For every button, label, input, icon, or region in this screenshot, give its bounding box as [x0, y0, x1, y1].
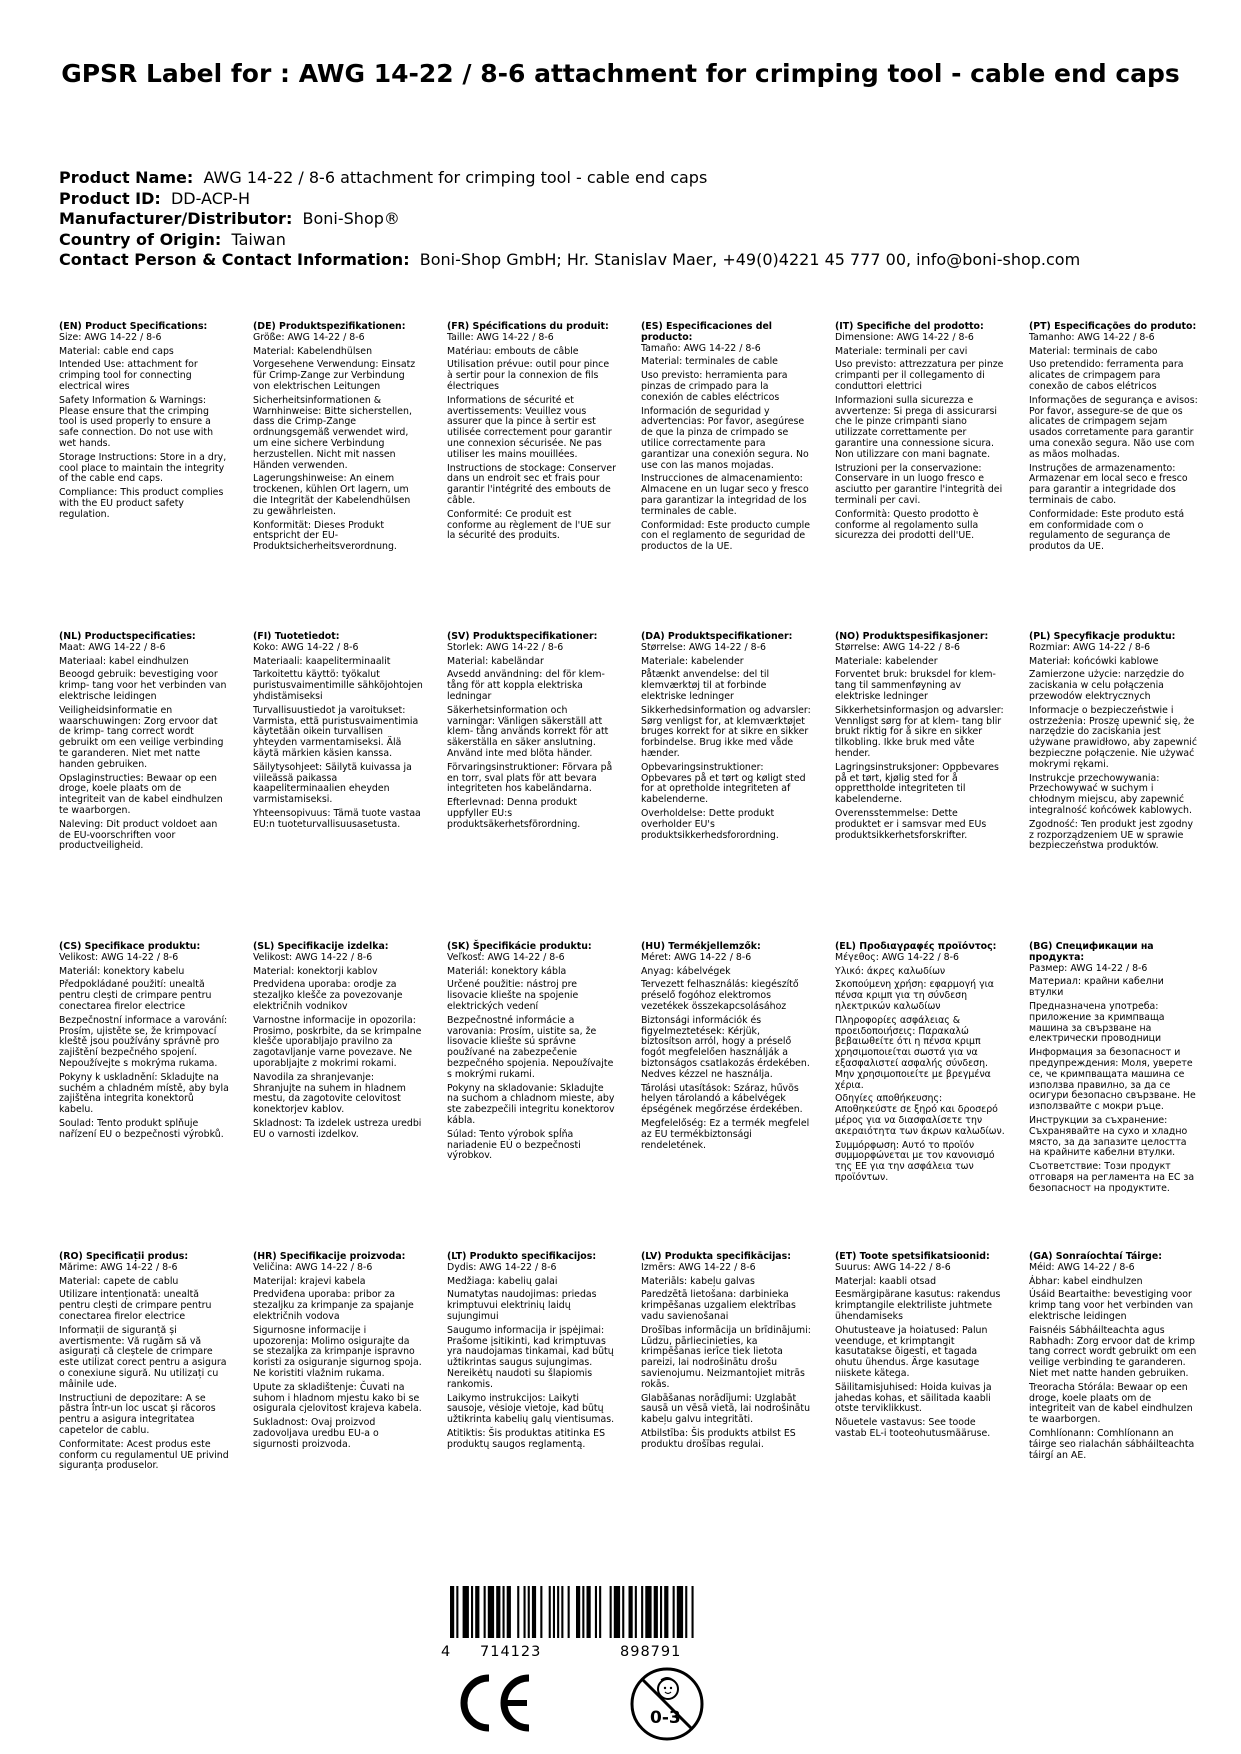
- barcode-bars: [450, 1586, 694, 1638]
- section-heading: (HU) Termékjellemzők:: [641, 941, 761, 952]
- barcode-bar: [532, 1586, 536, 1638]
- section-line: Informații de siguranță și avertismente: Vă rugăm să vă asigurați că cleștele de crimpare este utilizat corect pentru a asigura o conexiune sigură. Nu utilizați cu mâinile ude.: [59, 1324, 227, 1390]
- section-line: Comhlíonann: Comhlíonann an táirge seo rialachán sábháilteachta táirgí an AE.: [1029, 1427, 1195, 1461]
- section-line: Materiale: kabelender: [835, 655, 938, 667]
- barcode-bar: [528, 1586, 530, 1638]
- section-line: Rozmiar: AWG 14-22 / 8-6: [1029, 641, 1151, 653]
- section-line: Atitiktis: Šis produktas atitinka ES produktų saugos reglamentą.: [447, 1427, 606, 1450]
- section-line: Vorgesehene Verwendung: Einsatz für Crimp-Zange zur Verbindung von elektrischen Leitungen: [253, 359, 416, 392]
- section-line: Οδηγίες αποθήκευσης: Αποθηκεύστε σε ξηρό και δροσερό μέρος για να διασφαλίσετε την ακεραιότητα των άκρων καλωδίων.: [835, 1093, 1005, 1137]
- section-line: Maat: AWG 14-22 / 8-6: [59, 641, 166, 653]
- section-line: Zgodność: Ten produkt jest zgodny z rozporządzeniem UE w sprawie bezpieczeństwa produktów.: [1029, 818, 1194, 852]
- info-manufacturer: [59, 209, 1080, 230]
- barcode-bar: [576, 1586, 580, 1638]
- section-line: Soulad: Tento produkt splňuje nařízení EU o bezpečnosti výrobků.: [59, 1117, 224, 1140]
- section-line: Utilisation prévue: outil pour pince à sertir pour la connexion de fils électriques: [447, 359, 610, 392]
- ce-mark-icon: [455, 1672, 535, 1734]
- section-line: Предназначена употреба: приложение за кримпваща машина за свързване на електрически проводници: [1029, 1000, 1165, 1045]
- section-line: Σκοπούμενη χρήση: εφαρμογή για πένσα κριμπ για τη σύνδεση ηλεκτρικών καλωδίων: [835, 979, 994, 1012]
- language-section: [447, 632, 617, 834]
- section-line: Overensstemmelse: Dette produktet er i samsvar med EUs produktsikkerhetsforskrifter.: [835, 807, 987, 841]
- section-line: Izmērs: AWG 14-22 / 8-6: [641, 1261, 756, 1273]
- section-line: Materiaali: kaapeliterminaalit: [253, 655, 391, 667]
- section-line: Určené použitie: nástroj pre lisovacie kliešte na spojenie elektrických vedení: [447, 979, 579, 1012]
- barcode-digits-left: 714123: [480, 1644, 542, 1660]
- barcode-bar: [635, 1586, 637, 1638]
- barcode-bar: [660, 1586, 662, 1638]
- section-line: Storlek: AWG 14-22 / 8-6: [447, 641, 564, 653]
- info-label: Manufacturer/Distributor:: [59, 209, 293, 228]
- section-line: Sukladnost: Ovaj proizvod zadovoljava uredbu EU-a o sigurnosti proizvoda.: [253, 1417, 379, 1450]
- language-section: [253, 942, 423, 1144]
- section-line: Sicherheitsinformationen & Warnhinweise: Bitte sicherstellen, dass die Crimp-Zange ordnungsgemäß verwendet wird, um eine sichere Verbindung herzustellen. Nicht mit nassen Händen verwenden.: [253, 394, 412, 471]
- section-line: Ohutusteave ja hoiatused: Palun veenduge, et krimptangit kasutatakse õigesti, et tagada ohutu ühendus. Ärge kasutage niiskete kätega.: [835, 1324, 988, 1379]
- section-heading: (LT) Produkto specifikacijos:: [447, 1251, 597, 1262]
- section-line: Méret: AWG 14-22 / 8-6: [641, 951, 752, 963]
- section-line: Größe: AWG 14-22 / 8-6: [253, 331, 365, 343]
- section-line: Material: Kabelendhülsen: [253, 345, 373, 357]
- section-line: Safety Information & Warnings: Please ensure that the crimping tool is used properly to ensure a safe connection. Do not use with wet hands.: [59, 394, 214, 449]
- barcode-bar: [488, 1586, 494, 1638]
- barcode-bar: [654, 1586, 658, 1638]
- section-line: Bezpečnostné informácie a varovania: Prosím, uistite sa, že lisovacie kliešte sú správne používané na zabezpečenie bezpečného spojenia. Nepoužívajte s mokrými rukami.: [447, 1014, 614, 1080]
- barcode-bar: [553, 1586, 555, 1638]
- info-value: Taiwan: [231, 229, 286, 249]
- section-line: Instrucțiuni de depozitare: A se păstra într-un loc uscat și răcoros pentru a asigura integritatea capetelor de cablu.: [59, 1392, 216, 1436]
- section-line: Material: terminales de cable: [641, 356, 778, 368]
- section-line: Conformité: Ce produit est conforme au règlement de l'UE sur la sécurité des produits.: [447, 508, 611, 542]
- language-section: [447, 1252, 617, 1454]
- language-section: [1029, 1252, 1199, 1464]
- language-section: [641, 942, 811, 1154]
- section-line: Dydis: AWG 14-22 / 8-6: [447, 1261, 557, 1273]
- info-value: Boni-Shop®: [302, 209, 400, 228]
- info-product-name: [59, 168, 1080, 189]
- section-line: Veiligheidsinformatie en waarschuwingen: Zorg ervoor dat de krimp- tang correct wordt gebruikt om een veilige verbinding te garanderen. Niet met natte handen gebruiken.: [59, 704, 224, 770]
- section-line: Saugumo informacija ir įspėjimai: Prašome įsitikinti, kad krimptuvas yra naudojamas tinkamai, kad būtų užtikrintas saugus sujungimas. Nereikėtų naudoti su šlapiomis rankomis.: [447, 1324, 614, 1390]
- section-line: Uso pretendido: ferramenta para alicates de crimpagem para conexão de cabos elétricos: [1029, 359, 1184, 392]
- section-line: Informations de sécurité et avertissements: Veuillez vous assurer que la pince à sertir est utilisée correctement pour garantir une connexion sécurisée. Ne pas utiliser les mains mouillées.: [447, 394, 612, 460]
- barcode-bar: [685, 1586, 687, 1638]
- language-section: [835, 632, 1005, 844]
- barcode-bar: [484, 1586, 486, 1638]
- barcode-bar: [641, 1586, 643, 1638]
- section-line: Lagerungshinweise: An einem trockenen, kühlen Ort lagern, um die Integrität der Kabelendhülsen zu gewährleisten.: [253, 473, 411, 517]
- barcode-digit-first: 4: [441, 1644, 451, 1660]
- language-section: [59, 632, 229, 855]
- section-line: Opbevaringsinstruktioner: Opbevares på et tørt og køligt sted for at opretholde integriteten af kabelenderne.: [641, 761, 806, 806]
- section-line: Sigurnosne informacije i upozorenja: Molimo osigurajte da se stezaljka za krimpanje ispravno koristi za osiguranje sigurnog spoja. Ne koristiti vlažnim rukama.: [253, 1324, 422, 1379]
- section-line: Suurus: AWG 14-22 / 8-6: [835, 1261, 951, 1273]
- language-section: [835, 1252, 1005, 1443]
- section-line: Información de seguridad y advertencias: Por favor, asegúrese de que la pinza de crimpado se utilice correctamente para garantizar una conexión segura. No use con las manos mojadas.: [641, 405, 809, 471]
- section-line: Yhteensopivuus: Tämä tuote vastaa EU:n tuoteturvallisuusasetusta.: [253, 807, 421, 830]
- section-line: Varnostne informacije in opozorila: Prosimo, poskrbite, da se krimpalne klešče uporabljajo pravilno za zagotavljanje varne povezave. Ne uporabljajte z mokrimi rokami.: [253, 1014, 422, 1069]
- section-line: Tamanho: AWG 14-22 / 8-6: [1029, 331, 1155, 343]
- svg-text:0-3: 0-3: [650, 1708, 681, 1728]
- section-line: Tervezett felhasználás: kiegészítő préselő fogóhoz elektromos vezetékek összekapcsolásához: [641, 979, 799, 1012]
- barcode-bar: [599, 1586, 601, 1638]
- barcode-bar: [664, 1586, 668, 1638]
- section-heading: (FR) Spécifications du produit:: [447, 321, 609, 332]
- barcode-digits-right: 898791: [620, 1644, 682, 1660]
- section-line: Velikost: AWG 14-22 / 8-6: [253, 951, 373, 963]
- section-line: Compliance: This product complies with the EU product safety regulation.: [59, 487, 224, 520]
- section-line: Informações de segurança e avisos: Por favor, assegure-se de que os alicates de crimpagem sejam usados corretamente para garantir uma conexão segura. Não use com as mãos molhadas.: [1029, 394, 1198, 460]
- language-section: [641, 322, 811, 556]
- section-line: Bezpečnostní informace a varování: Prosím, ujistěte se, že krimpovací kleště jsou používány správně pro zajištění bezpečného spojení. Nepoužívejte s mokrýma rukama.: [59, 1014, 228, 1069]
- barcode-bar: [463, 1586, 469, 1638]
- section-line: Tamaño: AWG 14-22 / 8-6: [641, 342, 761, 354]
- section-line: Πληροφορίες ασφάλειας & προειδοποιήσεις: Παρακαλώ βεβαιωθείτε ότι η πένσα κριμπ χρησιμοποιείται σωστά για να εξασφαλιστεί ασφαλής σύνδεση. Μην χρησιμοποιείτε με βρεγμένα χέρια.: [835, 1014, 991, 1091]
- section-heading: (NL) Productspecificaties:: [59, 631, 196, 642]
- barcode-bar: [692, 1586, 694, 1638]
- section-heading: (HR) Specifikacije proizvoda:: [253, 1251, 406, 1262]
- barcode-bar: [645, 1586, 651, 1638]
- section-line: Glabāšanas norādījumi: Uzglabāt sausā un vēsā vietā, lai nodrošinātu kabeļu galvu integritāti.: [641, 1392, 811, 1426]
- language-section: [253, 1252, 423, 1454]
- language-section: [835, 322, 1005, 545]
- language-section: [447, 942, 617, 1165]
- info-label: Product Name:: [59, 168, 194, 187]
- section-line: Veličina: AWG 14-22 / 8-6: [253, 1261, 373, 1273]
- info-value: DD-ACP-H: [170, 188, 250, 208]
- section-line: Instrukcje przechowywania: Przechowywać w suchym i chłodnym miejscu, aby zapewnić integralność końcówek kablowych.: [1029, 772, 1192, 816]
- not-for-children-0-3-icon: [628, 1665, 706, 1743]
- info-product-id: [59, 189, 1080, 210]
- section-line: Instrucciones de almacenamiento: Almacene en un lugar seco y fresco para garantizar la integridad de los terminales de cable.: [641, 473, 809, 517]
- section-line: Materijal: krajevi kabela: [253, 1275, 366, 1287]
- section-line: Biztonsági információk és figyelmeztetések: Kérjük, biztosítson arról, hogy a préselő fogót megfelelően használják a biztonságos csatlakozás érdekében. Nedves kézzel ne használja.: [641, 1014, 810, 1080]
- section-line: Taille: AWG 14-22 / 8-6: [447, 331, 554, 343]
- barcode-bar: [568, 1586, 570, 1638]
- section-line: Naleving: Dit product voldoet aan de EU-voorschriften voor productveiligheid.: [59, 818, 218, 852]
- section-heading: (BG) Спецификации на продукта:: [1029, 941, 1154, 963]
- section-line: Размер: AWG 14-22 / 8-6: [1029, 962, 1148, 974]
- section-line: Informazioni sulla sicurezza e avvertenze: Si prega di assicurarsi che le pinze crimpanti siano utilizzate correttamente per garantire una connessione sicura. Non utilizzare con mani bagnate.: [835, 394, 997, 460]
- section-line: Material: terminais de cabo: [1029, 345, 1158, 357]
- info-contact: [59, 250, 1080, 271]
- section-line: Velikost: AWG 14-22 / 8-6: [59, 951, 179, 963]
- section-heading: (ET) Toote spetsifikatsioonid:: [835, 1251, 990, 1262]
- section-line: Υλικό: άκρες καλωδίων: [835, 965, 946, 977]
- section-line: Efterlevnad: Denna produkt uppfyller EU:s produktsäkerhetsförordning.: [447, 797, 581, 830]
- language-section: [641, 632, 811, 844]
- section-line: Instruções de armazenamento: Armazenar em local seco e fresco para garantir a integridade dos terminais de cabo.: [1029, 462, 1188, 506]
- barcode-bar: [524, 1586, 526, 1638]
- section-line: Material: capete de cablu: [59, 1275, 179, 1287]
- section-line: Upute za skladištenje: Čuvati na suhom i hladnom mjestu kako bi se osigurala cjelovitost krajeva kabela.: [253, 1381, 422, 1415]
- section-line: Anyag: kábelvégek: [641, 965, 731, 977]
- section-line: Tárolási utasítások: Száraz, hűvös helyen tárolandó a kábelvégek épségének megőrzése érdekében.: [641, 1082, 803, 1116]
- section-line: Conformidad: Este producto cumple con el reglamento de seguridad de productos de la UE.: [641, 519, 811, 553]
- section-line: Materiaal: kabel eindhulzen: [59, 655, 189, 667]
- section-line: Súlad: Tento výrobok spĺňa nariadenie EÚ o bezpečnosti výrobkov.: [447, 1128, 581, 1162]
- section-line: Συμμόρφωση: Αυτό το προϊόν συμμορφώνεται με τον κανονισμό της ΕΕ για την ασφάλεια των προϊόντων.: [835, 1139, 995, 1183]
- section-line: Predviđena uporaba: pribor za stezaljku za krimpanje za spajanje električnih vodova: [253, 1289, 414, 1322]
- section-line: Lagringsinstruksjoner: Oppbevares på et tørt, kjølig sted for å opprettholde integriteten til kabelenderne.: [835, 761, 999, 806]
- section-line: Uso previsto: herramienta para pinzas de crimpado para la conexión de cables eléctricos: [641, 370, 788, 403]
- section-line: Säilitamisjuhised: Hoida kuivas ja jahedas kohas, et säilitada kaabli otste terviklikkust.: [835, 1381, 992, 1415]
- section-line: Intended Use: attachment for crimping tool for connecting electrical wires: [59, 359, 198, 392]
- section-line: Instructions de stockage: Conserver dans un endroit sec et frais pour garantir l'intégrité des embouts de câble.: [447, 462, 616, 506]
- barcode-bar: [587, 1586, 591, 1638]
- barcode-bar: [549, 1586, 551, 1638]
- section-line: Atbilstība: Šis produkts atbilst ES produktu drošības regulai.: [641, 1427, 796, 1450]
- page-title: GPSR Label for : AWG 14-22 / 8-6 attachment for crimping tool - cable end caps: [61, 59, 1180, 88]
- section-line: Matériau: embouts de câble: [447, 345, 579, 357]
- barcode-bar: [557, 1586, 559, 1638]
- section-line: Úsáid Beartaithe: bevestiging voor krimp tang voor het verbinden van elektrische leidingen: [1029, 1289, 1194, 1322]
- language-section: [1029, 632, 1199, 855]
- section-line: Nõuetele vastavus: See toode vastab EL-i tooteohutusmääruse.: [835, 1417, 991, 1439]
- section-line: Predvidena uporaba: orodje za stezaljko klešče za povezovanje električnih vodnikov: [253, 979, 403, 1012]
- section-line: Avsedd användning: del för klem- tång för att koppla elektriska ledningar: [447, 669, 605, 702]
- section-line: Materiāls: kabeļu galvas: [641, 1275, 755, 1287]
- section-line: Faisnéis Sábháilteachta agus Rabhadh: Zorg ervoor dat de krimp tang correct wordt gebruikt om een veilige verbinding te garanderen. Niet met natte handen gebruiken.: [1029, 1324, 1197, 1379]
- section-line: Информация за безопасност и предупреждения: Моля, уверете се, че кримпващата машина се използва правилно, за да се осигури безопасно свързване. Не използвайте с мокри ръце.: [1029, 1047, 1196, 1113]
- section-line: Materjal: kaabli otsad: [835, 1275, 937, 1287]
- section-line: Dimensione: AWG 14-22 / 8-6: [835, 331, 974, 343]
- section-line: Säkerhetsinformation och varningar: Vänligen säkerställ att klem- tång används korrekt för att säkerställa en säker anslutning. Använd inte med blöta händer.: [447, 704, 609, 759]
- section-heading: (DA) Produktspecifikationer:: [641, 631, 793, 642]
- language-section: [1029, 322, 1199, 556]
- section-line: Materiał: końcówki kablowe: [1029, 655, 1159, 667]
- section-heading: (IT) Specifiche del prodotto:: [835, 321, 984, 332]
- barcode-bar: [614, 1586, 620, 1638]
- barcode: [440, 1586, 720, 1638]
- barcode-bar: [475, 1586, 479, 1638]
- barcode-bar: [610, 1586, 612, 1638]
- section-line: Konformität: Dieses Produkt entspricht der EU-Produktsicherheitsverordnung.: [253, 519, 397, 553]
- barcode-bar: [496, 1586, 500, 1638]
- section-line: Zamierzone użycie: narzędzie do zaciskania w celu połączenia przewodów elektrycznych: [1029, 669, 1185, 702]
- language-section: [447, 322, 617, 545]
- section-line: Material: kabeländar: [447, 655, 544, 667]
- section-line: Съответствие: Този продукт отговаря на регламента на ЕС за безопасност на продуктите.: [1029, 1161, 1195, 1194]
- section-heading: (EN) Product Specifications:: [59, 321, 208, 332]
- section-line: Veľkosť: AWG 14-22 / 8-6: [447, 951, 565, 963]
- language-section: [59, 1252, 229, 1475]
- barcode-bar: [622, 1586, 624, 1638]
- section-line: Méid: AWG 14-22 / 8-6: [1029, 1261, 1135, 1273]
- barcode-bar: [561, 1586, 563, 1638]
- barcode-bar: [456, 1586, 458, 1638]
- barcode-bar: [582, 1586, 584, 1638]
- section-line: Uso previsto: attrezzatura per pinze crimpanti per il collegamento di conduttori elettrici: [835, 359, 1004, 392]
- section-line: Megfelelőség: Ez a termék megfelel az EU termékbiztonsági rendeletének.: [641, 1117, 810, 1151]
- section-line: Tarkoitettu käyttö: työkalut puristusvaimentimille sähköjohtojen yhdistämiseksi: [253, 669, 423, 702]
- section-heading: (NO) Produktspesifikasjoner:: [835, 631, 989, 642]
- section-line: Материал: крайни кабелни втулки: [1029, 976, 1164, 999]
- section-line: Overholdelse: Dette produkt overholder EU's produktsikkerhedsforordning.: [641, 807, 779, 841]
- section-heading: (LV) Produkta specifikācijas:: [641, 1251, 791, 1262]
- section-line: Mărime: AWG 14-22 / 8-6: [59, 1261, 178, 1273]
- info-value: Boni-Shop GmbH; Hr. Stanislav Maer, +49(0)4221 45 777 00, info@boni-shop.com: [419, 250, 1081, 269]
- section-line: Conformitate: Acest produs este conform cu regulamentul UE privind siguranța produselor.: [59, 1438, 229, 1472]
- section-line: Size: AWG 14-22 / 8-6: [59, 331, 162, 343]
- section-line: Turvallisuustiedot ja varoitukset: Varmista, että puristusvaimentimia käytetään oikein turvallisen yhteyden varmentamiseksi. Älä käytä märkien käsien kanssa.: [253, 704, 419, 759]
- section-line: Materiál: konektory kabelu: [59, 965, 185, 977]
- section-line: Laikymo instrukcijos: Laikyti sausoje, vėsioje vietoje, kad būtų užtikrinta kabelių galų vientisumas.: [447, 1392, 615, 1426]
- section-line: Navodila za shranjevanje: Shranjujte na suhem in hladnem mestu, da zagotovite celovitost konektorjev kablov.: [253, 1071, 406, 1116]
- language-section: [59, 942, 229, 1144]
- barcode-bar: [517, 1586, 519, 1638]
- section-heading: (SV) Produktspecifikationer:: [447, 631, 598, 642]
- language-section: [59, 322, 229, 524]
- section-line: Materiale: kabelender: [641, 655, 744, 667]
- section-line: Pokyny k uskladnění: Skladujte na suchém a chladném místě, aby byla zajištěna integrita konektorů kabelu.: [59, 1071, 229, 1116]
- section-line: Sikkerhetsinformasjon og advarsler: Vennligst sørg for at klem- tang blir brukt riktig for å sikre en sikker tilkobling. Ikke bruk med våte hender.: [835, 704, 1004, 759]
- section-line: Material: cable end caps: [59, 345, 174, 357]
- language-section: [253, 322, 423, 556]
- section-line: Ábhar: kabel eindhulzen: [1029, 1275, 1143, 1287]
- section-line: Předpokládané použití: unealtă pentru clești de crimpare pentru conectarea firelor electrice: [59, 979, 212, 1012]
- barcode-bar: [595, 1586, 597, 1638]
- info-label: Product ID:: [59, 188, 161, 208]
- section-line: Material: konektorji kablov: [253, 965, 378, 977]
- barcode-bar: [673, 1586, 675, 1638]
- language-section: [835, 942, 1005, 1187]
- section-line: Drošības informācija un brīdinājumi: Lūdzu, pārliecinieties, ka krimpēšanas ierīce tiek lietota pareizi, lai nodrošinātu drošu savienojumu. Neizmantojiet mitrās rokās.: [641, 1324, 811, 1390]
- section-line: Påtænkt anvendelse: del til klemværktøj til at forbinde elektriske ledninger: [641, 669, 770, 702]
- language-section: [253, 632, 423, 834]
- section-line: Conformità: Questo prodotto è conforme al regolamento sulla sicurezza dei prodotti dell'UE.: [835, 508, 979, 542]
- section-line: Koko: AWG 14-22 / 8-6: [253, 641, 359, 653]
- section-line: Opslaginstructies: Bewaar op een droge, koele plaats om de integriteit van de kabel eindhulzen te waarborgen.: [59, 772, 223, 816]
- section-line: Paredzētā lietošana: darbinieka krimpēšanas uzgaliem elektrības vadu savienošanai: [641, 1289, 796, 1322]
- barcode-bar: [677, 1586, 683, 1638]
- section-heading: (SK) Špecifikácie produktu:: [447, 941, 592, 952]
- section-line: Storage Instructions: Store in a dry, cool place to maintain the integrity of the cable end caps.: [59, 451, 227, 485]
- barcode-bar: [471, 1586, 473, 1638]
- section-heading: (EL) Προδιαγραφές προϊόντος:: [835, 941, 997, 952]
- section-line: Treoracha Stórála: Bewaar op een droge, koele plaats om de integriteit van de kabel eindhulzen te waarborgen.: [1029, 1381, 1193, 1426]
- section-line: Pokyny na skladovanie: Skladujte na suchom a chladnom mieste, aby ste zabezpečili integritu konektorov kábla.: [447, 1082, 615, 1126]
- barcode-bar: [507, 1586, 511, 1638]
- section-heading: (PL) Specyfikacje produktu:: [1029, 631, 1176, 642]
- section-line: Инструкции за съхранение: Съхранявайте на сухо и хладно място, за да запазите целостта на крайните кабелни втулки.: [1029, 1114, 1188, 1159]
- section-heading: (GA) Sonraíochtaí Táirge:: [1029, 1251, 1162, 1262]
- info-value: AWG 14-22 / 8-6 attachment for crimping tool - cable end caps: [203, 168, 708, 187]
- section-heading: (CS) Specifikace produktu:: [59, 941, 201, 952]
- section-line: Conformidade: Este produto está em conformidade com o regulamento de segurança de produtos da UE.: [1029, 508, 1185, 553]
- language-section: [641, 1252, 811, 1454]
- barcode-bar: [503, 1586, 505, 1638]
- section-line: Förvaringsinstruktioner: Förvara på en torr, sval plats för att bevara integriteten hos kabeländarna.: [447, 761, 613, 795]
- info-label: Contact Person & Contact Information:: [59, 250, 410, 269]
- section-line: Størrelse: AWG 14-22 / 8-6: [835, 641, 960, 653]
- section-line: Säilytysohjeet: Säilytä kuivassa ja viileässä paikassa kaapeliterminaalien eheyden varmistamiseksi.: [253, 761, 412, 806]
- section-line: Størrelse: AWG 14-22 / 8-6: [641, 641, 766, 653]
- info-country: [59, 230, 1080, 251]
- section-heading: (FI) Tuotetiedot:: [253, 631, 340, 642]
- section-heading: (DE) Produktspezifikationen:: [253, 321, 406, 332]
- section-line: Istruzioni per la conservazione: Conservare in un luogo fresco e asciutto per garantire l'integrità dei terminali per cavi.: [835, 462, 1003, 506]
- section-line: Eesmärgipärane kasutus: rakendus krimptangile elektriliste juhtmete ühendamiseks: [835, 1289, 1001, 1322]
- section-line: Informacje o bezpieczeństwie i ostrzeżenia: Proszę upewnić się, że narzędzie do zaciskania jest używane prawidłowo, aby zapewnić bezpieczne połączenie. Nie używać mokrymi rękami.: [1029, 704, 1198, 770]
- section-heading: (RO) Specificații produs:: [59, 1251, 189, 1262]
- barcode-bar: [629, 1586, 633, 1638]
- barcode-bar: [540, 1586, 542, 1638]
- section-line: Materiál: konektory kábla: [447, 965, 567, 977]
- section-line: Medžiaga: kabelių galai: [447, 1275, 558, 1287]
- info-label: Country of Origin:: [59, 229, 222, 249]
- section-line: Forventet bruk: bruksdel for klem- tang til sammenføyning av elektriske ledninger: [835, 669, 996, 702]
- section-heading: (PT) Especificações do produto:: [1029, 321, 1197, 332]
- section-line: Utilizare intenționată: unealtă pentru clești de crimpare pentru conectarea firelor electrice: [59, 1289, 212, 1322]
- section-line: Materiale: terminali per cavi: [835, 345, 968, 357]
- section-line: Skladnost: Ta izdelek ustreza uredbi EU o varnosti izdelkov.: [253, 1117, 422, 1140]
- section-line: Μέγεθος: AWG 14-22 / 8-6: [835, 951, 959, 963]
- section-heading: (SL) Specifikacije izdelka:: [253, 941, 389, 952]
- barcode-bar: [450, 1586, 454, 1638]
- section-heading: (ES) Especificaciones del producto:: [641, 321, 773, 343]
- product-info: [59, 168, 1080, 271]
- section-line: Numatytas naudojimas: priedas krimptuvui elektrinių laidų sujungimui: [447, 1289, 597, 1322]
- section-line: Sikkerhedsinformation og advarsler: Sørg venligst for, at klemværktøjet bruges korrekt for at sikre en sikker forbindelse. Brug ikke med våde hænder.: [641, 704, 811, 759]
- section-line: Beoogd gebruik: bevestiging voor krimp- tang voor het verbinden van elektrische leidingen: [59, 669, 227, 702]
- language-section: [1029, 942, 1199, 1198]
